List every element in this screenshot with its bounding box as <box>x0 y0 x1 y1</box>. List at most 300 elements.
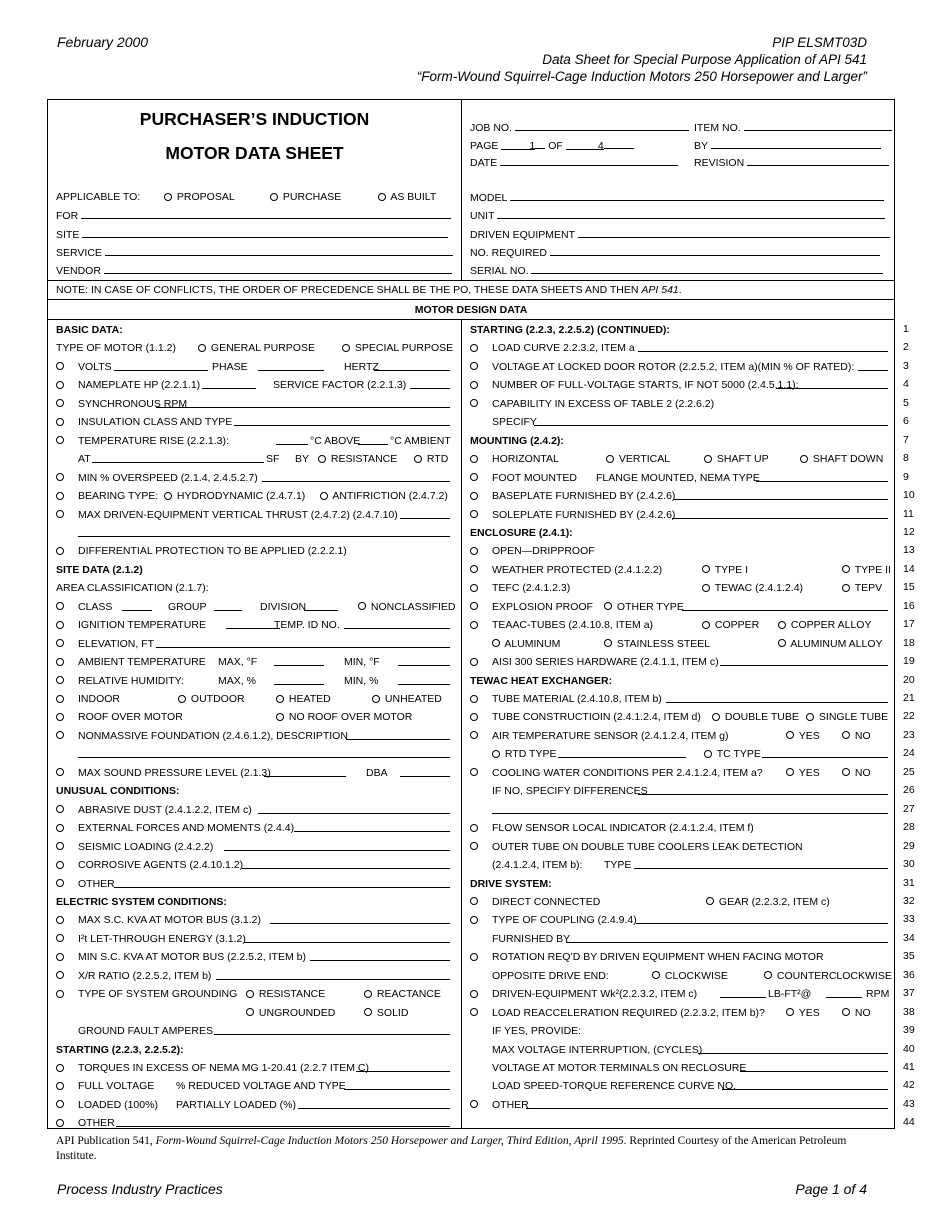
job-no-field[interactable] <box>470 121 689 135</box>
radio-icon <box>320 492 328 500</box>
radio-icon <box>702 621 710 629</box>
line-number: 39 <box>903 1024 915 1037</box>
site-label: SITE <box>56 229 80 241</box>
no-required-field[interactable] <box>470 246 880 260</box>
left-radio-option[interactable] <box>358 601 456 615</box>
right-item-checkbox[interactable] <box>470 379 480 393</box>
right-radio-option[interactable] <box>702 564 748 578</box>
radio-icon <box>358 602 366 610</box>
option-label: CLOCKWISE <box>662 969 728 982</box>
of-label: OF <box>548 140 563 152</box>
footer-left: Process Industry Practices <box>57 1181 223 1197</box>
right-blank-field[interactable] <box>682 601 888 615</box>
credit-title: Form-Wound Squirrel-Cage Induction Motors 250 Horsepower and Larger, Third Edition, April 1995 <box>155 1135 624 1147</box>
checkbox-circle-icon <box>56 436 64 444</box>
checkbox-circle-icon <box>56 1119 64 1127</box>
left-field-label: X/R RATIO (2.2.5.2, ITEM b) <box>78 969 212 982</box>
left-blank-field[interactable] <box>156 638 450 652</box>
left-item-checkbox[interactable] <box>56 490 66 504</box>
right-radio-option[interactable] <box>778 619 871 633</box>
right-blank-field[interactable] <box>698 1044 888 1058</box>
left-blank-field[interactable] <box>258 804 450 818</box>
checkbox-circle-icon <box>56 399 64 407</box>
right-item-checkbox[interactable] <box>470 509 480 523</box>
left-item-checkbox[interactable] <box>56 379 66 393</box>
right-item-checkbox[interactable] <box>470 711 480 725</box>
checkbox-circle-icon <box>470 658 478 666</box>
radio-icon <box>276 695 284 703</box>
left-blank-field[interactable] <box>304 601 338 615</box>
right-item-checkbox[interactable] <box>470 361 480 375</box>
left-blank-field[interactable] <box>274 656 324 670</box>
left-radio-option[interactable] <box>364 1007 408 1021</box>
right-item-checkbox[interactable] <box>470 656 480 670</box>
line-number: 3 <box>903 359 909 372</box>
right-blank-field[interactable] <box>638 785 888 799</box>
left-blank-field[interactable] <box>78 748 450 762</box>
right-item-checkbox[interactable] <box>470 472 480 486</box>
left-field-label: NONMASSIVE FOUNDATION (2.4.6.1.2), DESCRIPTION <box>78 729 348 742</box>
site-field[interactable] <box>56 228 448 242</box>
left-blank-field[interactable] <box>298 1099 450 1113</box>
line-number: 12 <box>903 525 915 538</box>
left-radio-option[interactable] <box>276 711 412 725</box>
right-field-label: DRIVEN-EQUIPMENT Wk²(2.2.3.2, ITEM c) <box>492 988 698 1001</box>
right-blank-field[interactable] <box>740 1062 888 1076</box>
item-no-label: ITEM NO. <box>694 122 741 134</box>
left-item-checkbox[interactable] <box>56 1062 66 1076</box>
right-radio-option[interactable] <box>806 711 888 725</box>
option-label: YES <box>796 766 820 779</box>
left-item-checkbox[interactable] <box>56 601 66 615</box>
line-number: 6 <box>903 415 909 428</box>
left-radio-option[interactable] <box>318 453 397 467</box>
left-item-checkbox[interactable] <box>56 693 66 707</box>
left-field-label: OTHER <box>78 1117 115 1130</box>
right-radio-option[interactable] <box>704 748 761 762</box>
right-field-label: RPM <box>866 988 890 1001</box>
line-number: 37 <box>903 987 915 1000</box>
left-radio-option[interactable] <box>198 342 315 356</box>
left-field-label: ROOF OVER MOTOR <box>78 711 183 724</box>
right-field-label: CAPABILITY IN EXCESS OF TABLE 2 (2.2.6.2) <box>492 397 715 410</box>
radio-icon <box>842 565 850 573</box>
right-blank-field[interactable] <box>666 693 888 707</box>
checkbox-circle-icon <box>470 621 478 629</box>
line-number: 9 <box>903 470 909 483</box>
left-field-label: SF <box>266 453 280 466</box>
right-field-label: OPPOSITE DRIVE END: <box>492 969 609 982</box>
line-number: 13 <box>903 544 915 557</box>
left-item-checkbox[interactable] <box>56 545 66 559</box>
left-blank-field[interactable] <box>264 767 346 781</box>
left-blank-field[interactable] <box>214 601 242 615</box>
left-radio-option[interactable] <box>164 490 305 504</box>
right-item-checkbox[interactable] <box>470 619 480 633</box>
left-radio-option[interactable] <box>414 453 448 467</box>
right-radio-option[interactable] <box>842 582 882 596</box>
right-radio-option[interactable] <box>604 601 684 615</box>
right-field-label: IF NO, SPECIFY DIFFERENCES <box>492 785 648 798</box>
right-field-label: IF YES, PROVIDE: <box>492 1025 582 1038</box>
left-item-checkbox[interactable] <box>56 711 66 725</box>
right-blank-field[interactable] <box>720 988 766 1002</box>
left-item-checkbox[interactable] <box>56 841 66 855</box>
left-radio-option[interactable] <box>320 490 448 504</box>
line-number: 40 <box>903 1042 915 1055</box>
left-blank-field[interactable] <box>400 767 450 781</box>
left-blank-field[interactable] <box>116 1117 450 1131</box>
right-blank-field[interactable] <box>858 361 888 375</box>
option-label: TYPE I <box>712 563 748 576</box>
left-field-label: TORQUES IN EXCESS OF NEMA MG 1-20.41 (2.2.7 ITEM C) <box>78 1062 369 1074</box>
left-item-checkbox[interactable] <box>56 970 66 984</box>
left-radio-option[interactable] <box>372 693 442 707</box>
right-field-label: NUMBER OF FULL-VOLTAGE STARTS, IF NOT 5000 (2.4.5.1.1): <box>492 379 799 392</box>
checkbox-circle-icon <box>56 990 64 998</box>
option-label: TYPE II <box>852 563 891 576</box>
page-label: PAGE <box>470 140 499 152</box>
proposal-option[interactable] <box>164 191 235 204</box>
left-blank-field[interactable] <box>156 398 450 412</box>
checkbox-circle-icon <box>56 713 64 721</box>
radio-icon <box>842 1008 850 1016</box>
revision-field[interactable] <box>694 156 889 170</box>
unit-field[interactable] <box>470 209 885 223</box>
line-number: 20 <box>903 673 915 686</box>
right-item-checkbox[interactable] <box>470 453 480 467</box>
right-radio-option[interactable] <box>702 582 803 596</box>
right-radio-option[interactable] <box>842 767 871 781</box>
line-number: 38 <box>903 1005 915 1018</box>
line-number: 16 <box>903 599 915 612</box>
purchase-option[interactable] <box>270 191 341 204</box>
checkbox-circle-icon <box>56 510 64 518</box>
checkbox-circle-icon <box>56 695 64 703</box>
right-item-checkbox[interactable] <box>470 490 480 504</box>
radio-icon <box>414 455 422 463</box>
right-item-checkbox[interactable] <box>470 693 480 707</box>
right-radio-option[interactable] <box>786 1007 820 1021</box>
left-blank-field[interactable] <box>346 730 450 744</box>
checkbox-circle-icon <box>470 990 478 998</box>
left-item-checkbox[interactable] <box>56 619 66 633</box>
left-radio-option[interactable] <box>178 693 245 707</box>
right-radio-option[interactable] <box>800 453 883 467</box>
rule <box>48 280 894 281</box>
left-item-checkbox[interactable] <box>56 656 66 670</box>
line-number: 15 <box>903 581 915 594</box>
date-field[interactable] <box>470 156 678 170</box>
line-number: 11 <box>903 507 914 520</box>
left-blank-field[interactable] <box>114 878 450 892</box>
right-radio-option[interactable] <box>492 748 556 762</box>
rule <box>48 319 894 320</box>
credit-b: . Reprinted Courtesy of the American Petroleum Institute. <box>56 1135 847 1162</box>
right-field-label: LOAD REACCELERATION REQUIRED (2.2.3.2, ITEM b)? <box>492 1006 765 1019</box>
option-label: COUNTERCLOCKWISE <box>774 969 892 982</box>
right-field-label: OUTER TUBE ON DOUBLE TUBE COOLERS LEAK DETECTION <box>492 840 803 853</box>
right-radio-option[interactable] <box>778 638 883 652</box>
left-blank-field[interactable] <box>294 822 450 836</box>
right-field-label: OTHER <box>492 1098 529 1111</box>
precedence-note <box>56 284 682 296</box>
right-blank-field[interactable] <box>526 1099 888 1113</box>
left-field-label: FULL VOLTAGE <box>78 1080 155 1093</box>
vendor-field[interactable] <box>56 264 452 278</box>
right-item-checkbox[interactable] <box>470 841 480 855</box>
radio-icon <box>786 768 794 776</box>
left-item-checkbox[interactable] <box>56 398 66 412</box>
right-blank-field[interactable] <box>638 342 888 356</box>
right-radio-option[interactable] <box>604 638 710 652</box>
right-blank-field[interactable] <box>756 472 888 486</box>
radio-icon <box>842 768 850 776</box>
right-field-label: TYPE OF COUPLING (2.4.9.4) <box>492 914 637 927</box>
left-blank-field[interactable] <box>258 361 324 375</box>
left-item-checkbox[interactable] <box>56 822 66 836</box>
left-blank-field[interactable] <box>226 619 280 633</box>
checkbox-circle-icon <box>470 1008 478 1016</box>
checkbox-circle-icon <box>470 824 478 832</box>
for-field[interactable] <box>56 209 451 223</box>
checkbox-circle-icon <box>56 1100 64 1108</box>
service-field[interactable] <box>56 246 453 260</box>
right-blank-field[interactable] <box>722 1080 888 1094</box>
right-radio-option[interactable] <box>652 970 728 984</box>
by-field[interactable] <box>694 139 881 153</box>
left-field-label: PHASE <box>212 360 248 373</box>
left-item-checkbox[interactable] <box>56 361 66 375</box>
right-item-checkbox[interactable] <box>470 1007 480 1021</box>
left-item-checkbox[interactable] <box>56 767 66 781</box>
footer-credit <box>56 1134 876 1164</box>
left-radio-option[interactable] <box>342 342 453 356</box>
right-blank-field[interactable] <box>720 656 888 670</box>
right-field-label: OPEN—DRIPPROOF <box>492 545 595 558</box>
right-radio-option[interactable] <box>492 638 560 652</box>
right-radio-option[interactable] <box>702 619 759 633</box>
checkbox-circle-icon <box>56 1064 64 1072</box>
right-radio-option[interactable] <box>704 453 769 467</box>
right-item-checkbox[interactable] <box>470 896 480 910</box>
left-item-checkbox[interactable] <box>56 878 66 892</box>
right-blank-field[interactable] <box>674 490 888 504</box>
option-label: STAINLESS STEEL <box>614 637 711 650</box>
left-field-label: SYNCHRONOUS RPM <box>78 397 188 410</box>
left-radio-option[interactable] <box>246 1007 335 1021</box>
right-field-label: FOOT MOUNTED <box>492 471 577 484</box>
right-blank-field[interactable] <box>762 748 888 762</box>
for-label: FOR <box>56 210 79 222</box>
left-blank-field[interactable] <box>78 527 450 541</box>
column-divider <box>461 319 462 1129</box>
right-field-label: COOLING WATER CONDITIONS PER 2.4.1.2.4, ITEM a? <box>492 766 763 779</box>
right-item-checkbox[interactable] <box>470 988 480 1002</box>
left-item-checkbox[interactable] <box>56 933 66 947</box>
left-item-checkbox[interactable] <box>56 675 66 689</box>
left-blank-field[interactable] <box>122 601 152 615</box>
right-radio-option[interactable] <box>712 711 799 725</box>
left-field-label: HERTZ <box>344 360 379 373</box>
right-blank-field[interactable] <box>534 416 888 430</box>
left-item-checkbox[interactable] <box>56 472 66 486</box>
radio-icon <box>492 639 500 647</box>
left-blank-field[interactable] <box>356 1062 450 1076</box>
left-blank-field[interactable] <box>216 970 450 984</box>
left-blank-field[interactable] <box>398 675 450 689</box>
left-blank-field[interactable] <box>276 435 308 449</box>
option-label: SPECIAL PURPOSE <box>352 342 454 355</box>
left-item-checkbox[interactable] <box>56 804 66 818</box>
right-item-checkbox[interactable] <box>470 1099 480 1113</box>
right-radio-option[interactable] <box>842 564 891 578</box>
right-item-checkbox[interactable] <box>470 545 480 559</box>
right-radio-option[interactable] <box>842 1007 871 1021</box>
right-item-checkbox[interactable] <box>470 767 480 781</box>
right-radio-option[interactable] <box>786 767 820 781</box>
left-blank-field[interactable] <box>262 472 450 486</box>
line-number: 28 <box>903 821 915 834</box>
right-item-checkbox[interactable] <box>470 601 480 615</box>
right-blank-field[interactable] <box>634 859 888 873</box>
right-blank-field[interactable] <box>826 988 862 1002</box>
note-end: . <box>678 284 682 296</box>
line-number: 17 <box>903 618 915 631</box>
left-blank-field[interactable] <box>344 619 450 633</box>
line-number: 4 <box>903 378 909 391</box>
left-blank-field[interactable] <box>310 951 450 965</box>
right-radio-option[interactable] <box>842 730 871 744</box>
radio-icon <box>246 990 254 998</box>
option-label: TC TYPE <box>714 748 761 761</box>
left-blank-field[interactable] <box>234 416 450 430</box>
right-item-checkbox[interactable] <box>470 564 480 578</box>
serial-no-field[interactable] <box>470 264 883 278</box>
left-field-label: ELEVATION, FT <box>78 637 155 650</box>
left-blank-field[interactable] <box>224 841 450 855</box>
radio-icon <box>786 731 794 739</box>
left-radio-option[interactable] <box>364 988 441 1002</box>
left-blank-field[interactable] <box>374 361 450 375</box>
left-item-checkbox[interactable] <box>56 1099 66 1113</box>
left-item-checkbox[interactable] <box>56 914 66 928</box>
checkbox-circle-icon <box>56 879 64 887</box>
left-radio-option[interactable] <box>276 693 331 707</box>
left-field-label: CORROSIVE AGENTS (2.4.10.1.2) <box>78 859 244 872</box>
line-number: 8 <box>903 452 909 465</box>
left-blank-field[interactable] <box>400 509 450 523</box>
radio-icon <box>164 492 172 500</box>
left-blank-field[interactable] <box>214 1025 450 1039</box>
unit-label: UNIT <box>470 210 495 222</box>
left-blank-field[interactable] <box>92 453 264 467</box>
checkbox-circle-icon <box>470 731 478 739</box>
right-field-label: TUBE CONSTRUCTIOIN (2.4.1.2.4, ITEM d) <box>492 711 701 724</box>
right-item-checkbox[interactable] <box>470 342 480 356</box>
right-blank-field[interactable] <box>636 914 888 928</box>
left-blank-field[interactable] <box>114 361 208 375</box>
left-blank-field[interactable] <box>410 379 450 393</box>
left-radio-option[interactable] <box>246 988 325 1002</box>
checkbox-circle-icon <box>470 492 478 500</box>
left-blank-field[interactable] <box>202 379 256 393</box>
right-item-checkbox[interactable] <box>470 822 480 836</box>
left-item-checkbox[interactable] <box>56 988 66 1002</box>
left-field-label: DIFFERENTIAL PROTECTION TO BE APPLIED (2.2.2.1) <box>78 545 347 558</box>
driven-equipment-field[interactable] <box>470 228 890 242</box>
right-blank-field[interactable] <box>776 379 888 393</box>
left-field-label: TYPE OF SYSTEM GROUNDING <box>78 988 238 1001</box>
as-built-option[interactable] <box>378 191 436 204</box>
right-item-checkbox[interactable] <box>470 951 480 965</box>
right-item-checkbox[interactable] <box>470 582 480 596</box>
left-field-label: MAX, % <box>218 674 256 687</box>
credit-a: API Publication 541, <box>56 1135 156 1147</box>
right-radio-option[interactable] <box>764 970 892 984</box>
radio-icon <box>342 344 350 352</box>
left-blank-field[interactable] <box>398 656 450 670</box>
date-label: DATE <box>470 157 498 169</box>
checkbox-circle-icon <box>56 621 64 629</box>
checkbox-circle-icon <box>56 658 64 666</box>
radio-icon <box>778 621 786 629</box>
line-number: 41 <box>903 1061 915 1073</box>
of-value: 4 <box>566 140 604 150</box>
left-item-checkbox[interactable] <box>56 859 66 873</box>
left-item-checkbox[interactable] <box>56 1117 66 1131</box>
left-item-checkbox[interactable] <box>56 416 66 430</box>
page-field[interactable] <box>470 139 634 153</box>
left-blank-field[interactable] <box>270 914 450 928</box>
left-item-checkbox[interactable] <box>56 509 66 523</box>
left-item-checkbox[interactable] <box>56 435 66 449</box>
left-field-label: GROUP <box>168 600 207 613</box>
left-item-checkbox[interactable] <box>56 638 66 652</box>
left-field-label: SERVICE FACTOR (2.2.1.3) <box>273 379 407 392</box>
left-item-checkbox[interactable] <box>56 730 66 744</box>
radio-icon <box>246 1008 254 1016</box>
checkbox-circle-icon <box>56 418 64 426</box>
right-blank-field[interactable] <box>672 509 888 523</box>
right-radio-option[interactable] <box>606 453 670 467</box>
left-blank-field[interactable] <box>244 933 450 947</box>
right-field-label: LOAD SPEED-TORQUE REFERENCE CURVE NO. <box>492 1080 737 1093</box>
left-blank-field[interactable] <box>274 675 324 689</box>
checkbox-circle-icon <box>470 602 478 610</box>
right-item-checkbox[interactable] <box>470 914 480 928</box>
right-item-checkbox[interactable] <box>470 730 480 744</box>
right-blank-field[interactable] <box>492 804 888 818</box>
right-item-checkbox[interactable] <box>470 398 480 412</box>
item-no-field[interactable] <box>694 121 892 135</box>
option-label: ANTIFRICTION (2.4.7.2) <box>330 490 448 503</box>
option-label: YES <box>796 729 820 742</box>
left-blank-field[interactable] <box>344 1080 450 1094</box>
revision-label: REVISION <box>694 157 745 169</box>
left-blank-field[interactable] <box>242 859 450 873</box>
option-label: NONCLASSIFIED <box>368 600 456 613</box>
right-section-heading: STARTING (2.2.3, 2.2.5.2) (CONTINUED): <box>470 324 670 336</box>
right-radio-option[interactable] <box>706 896 830 910</box>
right-blank-field[interactable] <box>566 933 888 947</box>
left-item-checkbox[interactable] <box>56 1080 66 1094</box>
model-field[interactable] <box>470 191 884 205</box>
right-blank-field[interactable] <box>558 748 686 762</box>
left-item-checkbox[interactable] <box>56 951 66 965</box>
right-radio-option[interactable] <box>786 730 820 744</box>
left-blank-field[interactable] <box>358 435 388 449</box>
